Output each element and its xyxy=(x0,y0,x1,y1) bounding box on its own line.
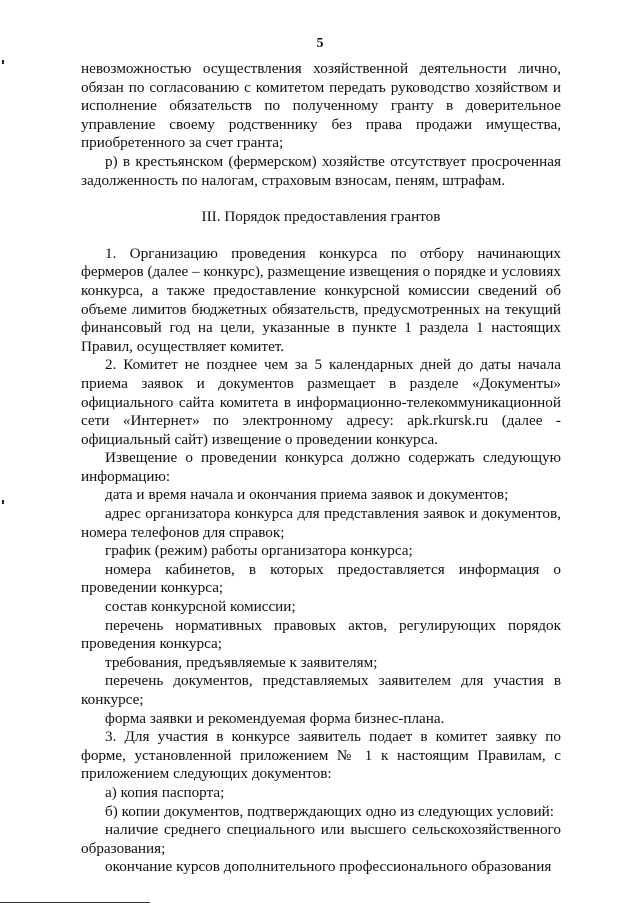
section-heading: III. Порядок предоставления грантов xyxy=(201,208,441,226)
list-item: номера кабинетов, в которых предоставляется информация о проведении конкурса; xyxy=(81,560,561,597)
paragraph: Извещение о проведении конкурса должно содержать следующую информацию: xyxy=(81,449,561,485)
list-item: перечень документов, представляемых заявителем для участия в конкурсе; xyxy=(81,672,561,708)
scan-margin-mark xyxy=(2,60,4,64)
bottom-rule xyxy=(0,902,150,903)
list-item: требования, предъявляемые к заявителям; xyxy=(105,653,378,671)
list-item: дата и время начала и окончания приема заявок и документов; xyxy=(105,486,509,504)
document-body xyxy=(81,60,561,877)
list-item: состав конкурсной комиссии; xyxy=(105,598,296,616)
list-item: окончание курсов дополнительного профессионального образования xyxy=(105,858,552,876)
list-item: а) копия паспорта; xyxy=(105,783,225,801)
scan-margin-mark xyxy=(2,500,4,504)
list-item: б) копии документов, подтверждающих одно из следующих условий: xyxy=(105,802,554,820)
list-item: график (режим) работы организатора конкурса; xyxy=(105,542,413,560)
paragraph: 3. Для участия в конкурсе заявитель подает в комитет заявку по форме, установленной приложением № 1 к настоящим Правилам, с приложением следующих документов: xyxy=(81,728,561,783)
paragraph: 1. Организацию проведения конкурса по отбору начинающих фермеров (далее – конкурс), размещение извещения о порядке и условиях конкурса, а также предоставление конкурсной комиссии сведений об объеме лимитов бюджетных обязательств, предусмотренных на текущий финансовый год на цели, указанные в пункте 1 раздела 1 настоящих Правил, осуществляет комитет. xyxy=(81,244,561,355)
list-item: форма заявки и рекомендуемая форма бизнес-плана. xyxy=(105,709,445,727)
page-number: 5 xyxy=(316,36,324,51)
paragraph: невозможностью осуществления хозяйственной деятельности лично, обязан по согласованию с комитетом передать руководство хозяйством и исполнение обязательств по полученному гранту в доверительное управление своему родственнику без права продажи имущества, приобретенного за счет гранта; xyxy=(81,60,561,152)
list-item: адрес организатора конкурса для представления заявок и документов, номера телефонов для справок; xyxy=(81,505,561,541)
paragraph: р) в крестьянском (фермерском) хозяйстве отсутствует просроченная задолженность по налогам, страховым взносам, пеням, штрафам. xyxy=(81,152,561,189)
paragraph: 2. Комитет не позднее чем за 5 календарных дней до даты начала приема заявок и документов размещает в разделе «Документы» официального сайта комитета в информационно-телекоммуникационной сети «Интернет» по электронному адресу: apk.rkursk.ru (далее - официальный сайт) извещение о проведении конкурса. xyxy=(81,356,561,448)
list-item: перечень нормативных правовых актов, регулирующих порядок проведения конкурса; xyxy=(81,616,561,653)
list-item: наличие среднего специального или высшего сельскохозяйственного образования; xyxy=(81,821,561,857)
